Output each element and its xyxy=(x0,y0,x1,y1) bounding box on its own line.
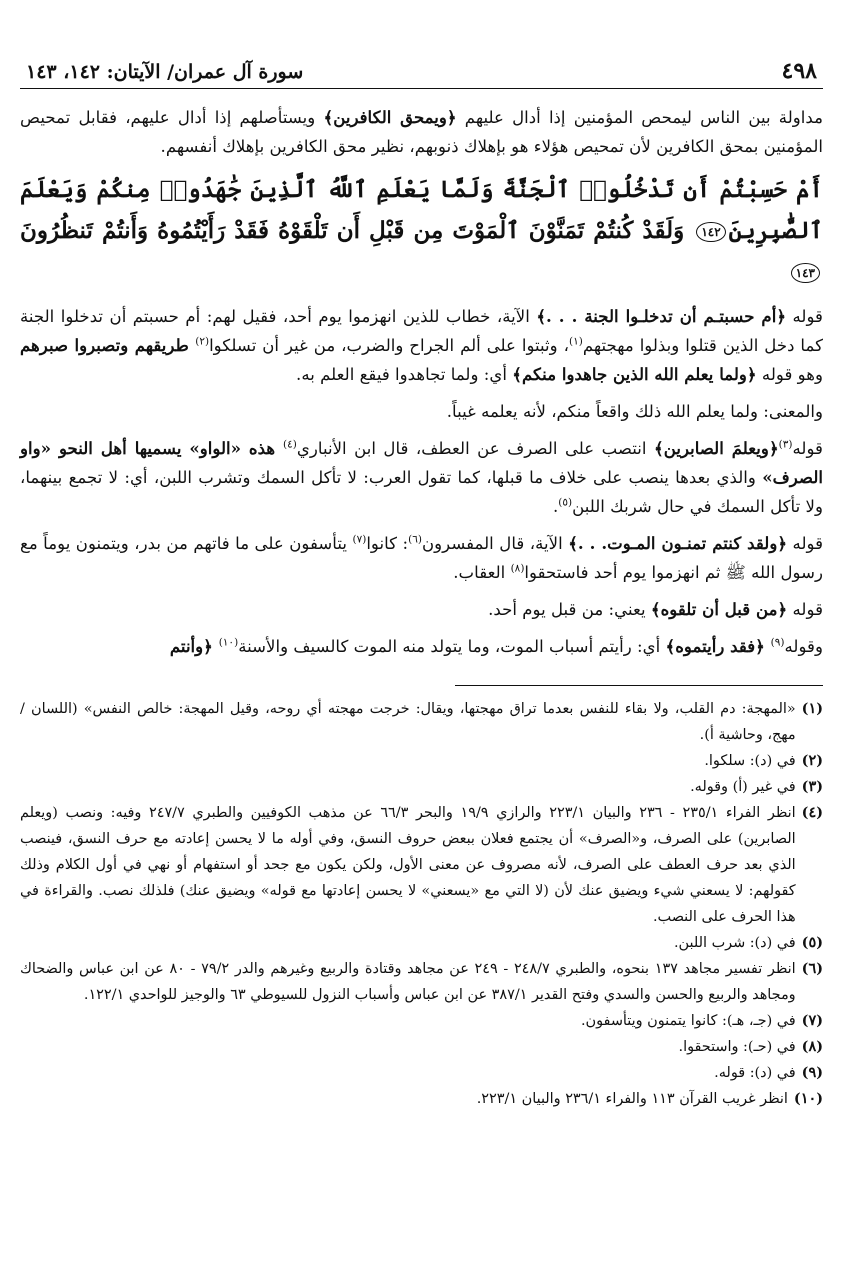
quoted-phrase: ﴿من قبل أن تلقوه﴾ xyxy=(650,599,788,619)
footnote-text: في (حـ): واستحقوا. xyxy=(678,1039,796,1055)
footnote-number: (١٠) xyxy=(793,1090,823,1107)
footnote xyxy=(20,696,823,748)
text-run: الآية، خطاب للذين انهزموا يوم أحد، فقيل لهم: أم حسبتم أن تدخلوا الجنة كما دخل الذين قتلوا وبذلوا مهجتهم xyxy=(20,307,823,355)
footnote-number: (٨) xyxy=(801,1038,823,1055)
footnote xyxy=(20,748,823,774)
text-run: أي: ولما تجاهدوا فيقع العلم به. xyxy=(296,365,513,384)
footnote xyxy=(20,774,823,800)
footnote-text: انظر غريب القرآن ١١٣ والفراء ٢٣٦/١ والبيان ٢٢٣/١. xyxy=(476,1091,788,1107)
footnote-text: في (د): قوله. xyxy=(714,1065,796,1081)
text-run: الآية، قال المفسرون xyxy=(421,534,569,553)
text-run: العقاب. xyxy=(453,563,511,582)
commentary-paragraph: والمعنى: ولما يعلم الله ذلك واقعاً منكم، لأنه يعلمه غيباً. xyxy=(446,402,823,421)
footnote-ref: (٩) xyxy=(770,636,785,649)
footnote-ref: (٨) xyxy=(510,562,525,575)
footnote-number: (٤) xyxy=(801,804,823,821)
intro-paragraph xyxy=(20,103,823,161)
footnote-ref: (١) xyxy=(568,335,583,348)
bold-phrase: طريقهم وتصبروا صبرهم xyxy=(20,335,196,355)
quoted-phrase: ﴿أم حسبتـم أن تدخلـوا الجنة . . .﴾ xyxy=(536,306,787,326)
footnote-ref: (٣) xyxy=(778,438,793,451)
ayah-number-marker: ١٤٢ xyxy=(696,222,725,242)
footnote-text: انظر تفسير مجاهد ١٣٧ بنحوه، والطبري ٢٤٨/٧ - ٢٤٩ عن مجاهد وقتادة والربيع وغيرهم والدر ٧٩/٢ - ٨٠ عن ابن عباس والضحاك ومجاهد والربيع والحسن والسدي وفتح القدير ٣٨٧/١ عن ابن عباس وأسباب النزول للسيوطي ٦٣ والوجيز للواحدي ١٢٢/١. xyxy=(20,961,796,1003)
text-run: مداولة بين الناس ليمحص المؤمنين إذا أدال عليهم xyxy=(456,108,823,127)
text-run: يتأسفون على ما فاتهم من بدر، ويتمنون يوماً مع رسول الله ﷺ ثم انهزموا يوم أحد فاستحقوا xyxy=(20,534,823,582)
commentary-paragraph xyxy=(20,632,823,661)
footnote-text: في (د): سلكوا. xyxy=(704,753,796,769)
text-run: والذي بعدها ينصب على خلاف ما قبلها، كما تقول العرب: لا تأكل السمك وتشرب اللبن، أي: لا تجمع بينهما، ولا تأكل السمك في حال شربك اللبن xyxy=(20,468,823,516)
footnote-text: انظر الفراء ٢٣٥/١ - ٢٣٦ والبيان ٢٢٣/١ والرازي ١٩/٩ والبحر ٦٦/٣ عن مذهب الكوفيين والطبري ٢٤٧/٧ وفيه: ونصب (ويعلم الصابرين) على الصرف، و«الصرف» أن يجتمع فعلان ببعض حروف النسق، وفي أوله ما لا يحسن إعادته مع حرف النسق، فينصب الذي بعد حرف العطف على الصرف، لأنه مصروف عن معنى الأول، ولكن يكون مع جحد أو استفهام أو نهي في أول الكلام وذلك كقولهم: لا يسعني شيء ويضيق عنك لأن (لا التي مع «يسعني» لا يحسن إعادتها مع قوله» ويضيق عنك) فلذلك نصب. والقراءة في هذا الحرف على النصب. xyxy=(20,805,796,925)
text-run: قوله xyxy=(787,534,824,553)
text-run: . xyxy=(552,497,559,516)
footnote-number: (٩) xyxy=(801,1064,823,1081)
footnote-number: (١) xyxy=(801,700,823,717)
footnote-number: (٢) xyxy=(801,752,823,769)
quoted-phrase: ﴿ويمحق الكافرين﴾ xyxy=(323,107,457,127)
footnote-number: (٦) xyxy=(801,960,823,977)
quoted-phrase: ﴿فقد رأيتموه﴾ xyxy=(665,636,771,656)
text-run: أي: رأيتم أسباب الموت، وما يتولد منه الموت كالسيف والأسنة xyxy=(238,637,666,656)
running-title: سورة آل عمران/ الآيتان: ١٤٢، ١٤٣ xyxy=(26,61,304,83)
commentary-paragraph xyxy=(20,434,823,521)
quoted-phrase: ﴿وأنتم xyxy=(169,636,219,656)
footnote xyxy=(20,800,823,930)
footnote xyxy=(20,956,823,1008)
text-run: وقوله xyxy=(784,637,823,656)
footnote-ref: (٧) xyxy=(352,533,367,546)
footnote-number: (٧) xyxy=(801,1012,823,1029)
quoted-phrase: ﴿ولما يعلم الله الذين جاهدوا منكم﴾ xyxy=(512,364,757,384)
bold-phrase: هذه «الواو» يسميها أهل النحو «واو الصرف» xyxy=(20,438,823,487)
page-header xyxy=(20,58,823,89)
text-run: ، وثبتوا على ألم الجراح والضرب، من غير أن تسلكوا xyxy=(209,336,569,355)
footnote xyxy=(20,930,823,956)
footnote-number: (٣) xyxy=(801,778,823,795)
verse-text: أَمْ حَسِبْتُمْ أَن تَدْخُلُوا۟ ٱلْجَنَّةَ وَلَمَّا يَعْلَمِ ٱللَّهُ ٱلَّذِينَ جَٰهَدُوا۟ مِنكُمْ وَيَعْلَمَ ٱلصَّٰبِرِينَ xyxy=(20,176,823,244)
quoted-phrase: ﴿ولقد كنتم تمنـون المـوت. . .﴾ xyxy=(568,533,788,553)
footnote-text: «المهجة: دم القلب، ولا بقاء للنفس بعدما تراق مهجتها، ويقال: خرجت مهجته أي روحه، وقيل المهجة: خالص النفس» (اللسان / مهج، وحاشية أ). xyxy=(20,701,796,743)
footnote-ref: (٤) xyxy=(283,438,297,451)
text-run: قوله xyxy=(786,307,823,326)
footnote xyxy=(20,1086,823,1112)
text-run: : كانوا xyxy=(366,534,409,553)
main-text xyxy=(20,103,823,661)
ayah-number-marker: ١٤٣ xyxy=(791,263,820,283)
verse-text: وَلَقَدْ كُنتُمْ تَمَنَّوْنَ ٱلْمَوْتَ مِن قَبْلِ أَن تَلْقَوْهُ فَقَدْ رَأَيْتُمُوهُ وَأَنتُمْ تَنظُرُونَ xyxy=(20,217,694,244)
footnote-ref: (٥) xyxy=(558,496,573,509)
footnote-number: (٥) xyxy=(801,934,823,951)
page-number: ٤٩٨ xyxy=(781,58,817,84)
text-run: انتصب على الصرف عن العطف، قال ابن الأنباري xyxy=(296,439,654,458)
footnote xyxy=(20,1060,823,1086)
footnote xyxy=(20,1034,823,1060)
text-run: يعني: من قبل يوم أحد. xyxy=(488,600,651,619)
footnote-ref: (٦) xyxy=(408,533,422,546)
quran-verse xyxy=(20,169,823,292)
footnote-separator xyxy=(455,685,823,686)
footnote-ref: (٢) xyxy=(195,335,210,348)
text-run: ويستأصلهم إذا أدال عليهم، فقابل تمحيص المؤمنين بمحق الكافرين لأن تمحيص هؤلاء هو بإهلاك ذنوبهم، نظير محق الكافرين بإهلاك أنفسهم. xyxy=(20,108,823,156)
footnote xyxy=(20,1008,823,1034)
text-run: قوله xyxy=(787,600,823,619)
footnote-text: في (د): شرب اللبن. xyxy=(673,935,796,951)
footnote-ref: (١٠) xyxy=(218,636,239,649)
text-run: وهو قوله xyxy=(756,365,823,384)
footnotes xyxy=(20,696,823,1112)
footnote-text: في (جـ، هـ): كانوا يتمنون ويتأسفون. xyxy=(580,1013,796,1029)
commentary-paragraph xyxy=(20,529,823,587)
commentary-paragraph xyxy=(20,302,823,389)
commentary-paragraph xyxy=(20,595,823,624)
text-run: قوله xyxy=(792,439,823,458)
footnote-text: في غير (أ) وقوله. xyxy=(690,779,796,795)
quoted-phrase: ﴿ويعلمَ الصابرين﴾ xyxy=(653,438,779,458)
